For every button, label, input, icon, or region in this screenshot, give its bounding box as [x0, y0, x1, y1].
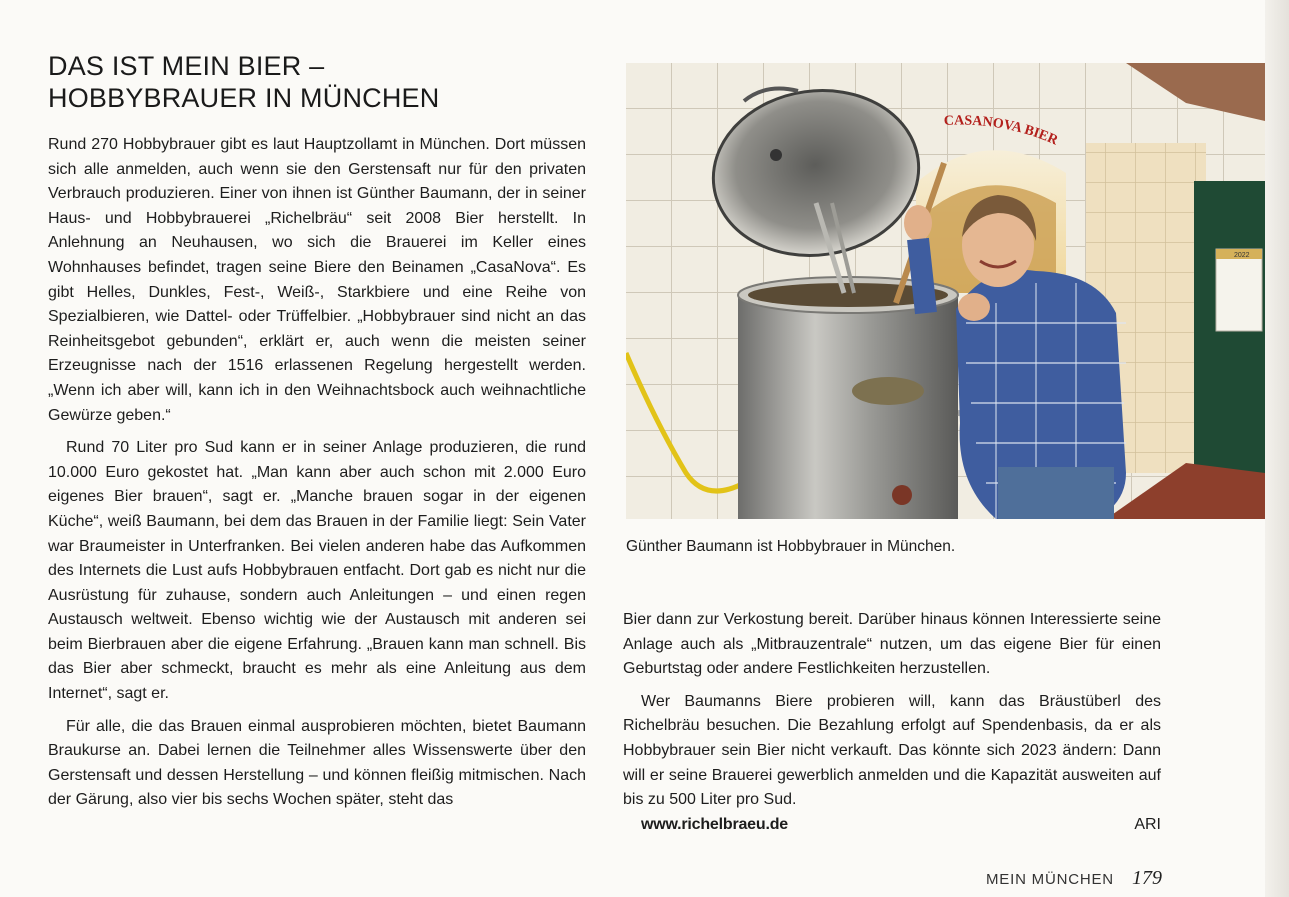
signoff-line [623, 813, 1161, 838]
author-initials: ARI [1134, 815, 1161, 833]
photo-caption: Günther Baumann ist Hobbybrauer in München. [626, 538, 956, 555]
page-number: 179 [1131, 867, 1162, 889]
paragraph-4: Bier dann zur Verkostung bereit. Darüber hinaus können Interessierte seine Anlage auch als „Mitbrauzentrale“ nutzen, um das eigene Bier für einen Geburtstag oder andere Festlichkeiten herzustellen. [623, 611, 1161, 678]
page-edge [1265, 0, 1289, 897]
left-text-column [48, 133, 586, 813]
page-footer [986, 867, 1162, 890]
right-text-column [623, 608, 1161, 837]
calendar-year: 2022 [1234, 252, 1250, 259]
paragraph-5-text: Wer Baumanns Biere probieren will, kann das Bräustüberl des Richelbräu besuchen. Die Bezahlung erfolgt auf Spendenbasis, da er als Hobbybrauer sein Bier nicht verkauft. Das könnte sich 2023 ändern: Dann will er seine Brauerei gewerblich anmelden und die Kapazität ausweiten auf bis zu 500 Liter pro Sud. [623, 692, 1161, 809]
paragraph-1: Rund 270 Hobbybrauer gibt es laut Hauptzollamt in München. Dort müssen sich alle anmelden, auch wenn sie den Gerstensaft nur für den privaten Verbrauch produzieren. Einer von ihnen ist Günther Baumann, der in seiner Haus- und Hobbybrauerei „Richelbräu“ seit 2008 Bier herstellt. In Anlehnung an Neuhausen, wo sich die Brauerei im Keller eines Wohnhauses befindet, tragen seine Biere den Beinamen „CasaNova“. Es gibt Helles, Dunkles, Fest-, Weiß-, Starkbiere und eine Reihe von Spezialbieren, wie Dattel- oder Trüffelbier. „Hobbybrauer sind nicht an das Reinheitsgebot gebunden“, erklärt er, auch wenn die meisten seiner Erzeugnisse nach der 1516 erlassenen Regelung hergestellt werden. „Wenn ich aber will, kann ich in den Weihnachtsbock auch weihnachtliche Gewürze geben.“ [48, 136, 586, 424]
paragraph-3: Für alle, die das Brauen einmal ausprobieren möchten, bietet Baumann Braukurse an. Dabei lernen die Teilnehmer alles Wissenswerte über den Gerstensaft und dessen Herstellung – und können fleißig mitmischen. Nach der Gärung, also vier bis sechs Wochen später, steht das [48, 717, 586, 809]
brewer-photo [626, 63, 1265, 519]
paragraph-2: Rund 70 Liter pro Sud kann er in seiner Anlage produzieren, die rund 10.000 Euro gekostet hat. „Man kann aber auch schon mit 2.000 Euro eigenes Bier brauen“, sagt er. „Manche brauen sogar in der eigenen Küche“, weiß Baumann, bei dem das Brauen in der Familie liegt: Sein Vater war Braumeister in Unterfranken. Bei vielen anderen habe das Aufkommen des Internets die Lust aufs Hobbybrauen entfacht. Dort gab es nicht nur die Ausrüstung für zuhause, sondern auch Anleitungen – und einen regen Austausch weltweit. Ebenso wichtig wie der Austausch mit anderen sei beim Bierbrauen aber die eigene Erfahrung. „Brauen kann man schnell. Bis das Bier aber schmeckt, braucht es mehr als eine Anleitung aus dem Internet“, sagt er. [48, 439, 586, 703]
wall-sign-text: CASANOVA BIER [943, 113, 1061, 149]
headline-line-2: HOBBYBRAUER IN MÜNCHEN [48, 83, 440, 113]
article-headline [48, 50, 588, 114]
section-name: MEIN MÜNCHEN [986, 871, 1114, 888]
headline-line-1: DAS IST MEIN BIER – [48, 51, 325, 81]
website-link[interactable]: www.richelbraeu.de [641, 815, 788, 833]
paragraph-5 [623, 690, 1161, 838]
